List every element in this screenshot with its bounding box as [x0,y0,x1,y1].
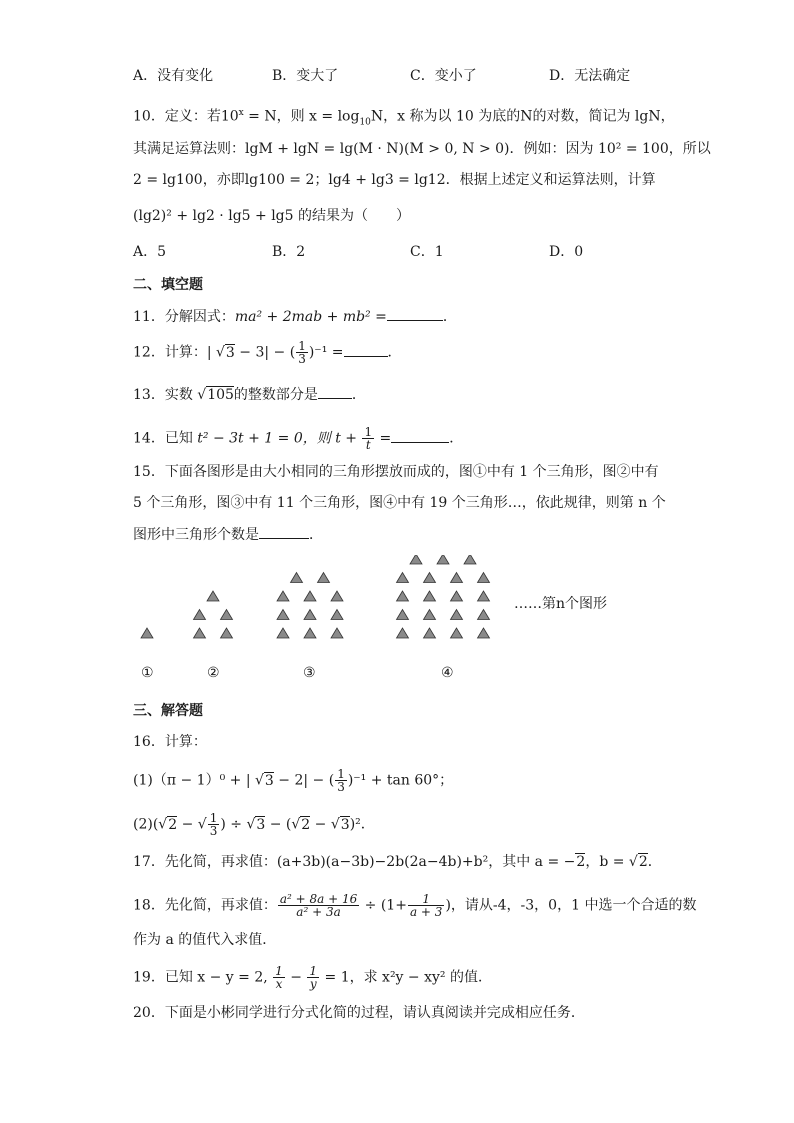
triangle-mark [424,610,436,620]
triangle-mark [451,628,463,638]
figure-label-3: ③ [303,665,316,681]
triangle-mark [331,591,343,601]
triangle-mark [397,573,409,583]
figure-label-2: ② [207,665,220,681]
q20: 20．下面是小彬同学进行分式化简的过程，请认真阅读并完成相应任务． [133,1005,585,1021]
triangle-mark [464,555,476,564]
q16-part-2: (2)(√2 − √ $\frac{1}{3}$ ) ÷ √3 − (√2 − √3)²． [133,811,375,838]
triangle-mark [397,610,409,620]
triangle-mark [478,573,490,583]
q10-line-2: 其满足运算法则：lgM + lgN = lg(M · N)(M > 0, N > 0)．例如：因为 10² = 100，所以 [133,141,711,157]
answer-blank [259,524,309,539]
triangle-mark [304,610,316,620]
q16-intro: 16．计算： [133,734,207,750]
triangle-mark [424,591,436,601]
q13: 13．实数 √105的整数部分是 ． [133,384,366,405]
q15-line-1: 15．下面各图形是由大小相同的三角形摆放而成的，图①中有 1 个三角形，图②中有 [133,464,659,480]
triangle-mark [478,628,490,638]
figure-label-4: ④ [441,665,454,681]
section-title-solutions: 三、解答题 [133,703,203,719]
triangle-mark [304,628,316,638]
q15-line-3: 图形中三角形个数是 ． [133,524,323,545]
answer-blank [344,342,388,357]
triangle-mark [221,610,233,620]
q9-option-a: A．没有变化 [133,68,214,84]
triangle-mark [277,628,289,638]
triangle-mark [424,628,436,638]
triangle-mark [194,628,206,638]
triangle-mark [451,573,463,583]
q10-option-a: A．5 [133,244,167,260]
triangle-mark [397,628,409,638]
q9-option-c: C．变小了 [410,68,477,84]
triangle-mark [277,591,289,601]
q9-option-b: B．变大了 [272,68,339,84]
q18-line-2: 作为 a 的值代入求值． [133,932,277,948]
q11: 11．分解因式：ma² + 2mab + mb² = ． [133,306,457,327]
q9-option-d: D．无法确定 [549,68,631,84]
q10-option-b: B．2 [272,244,306,260]
triangle-mark [437,555,449,564]
answer-blank [391,428,449,443]
triangle-pattern-figure [0,555,794,695]
figure-caption: ……第n个图形 [514,596,608,612]
triangle-mark [207,591,219,601]
q14: 14．已知 t² − 3t + 1 = 0，则 t + $\frac{1}{t}$ = ． [133,425,464,452]
q10-line-4: (lg2)² + lg2 · lg5 + lg5 的结果为（ ） [133,208,410,224]
triangle-mark [331,610,343,620]
triangle-mark [318,573,330,583]
q10-line-3: 2 = lg100，亦即lg100 = 2；lg4 + lg3 = lg12．根据上述定义和运算法则，计算 [133,172,656,188]
q10-option-d: D．0 [549,244,584,260]
triangle-mark [194,610,206,620]
section-title-fill-in: 二、填空题 [133,277,203,293]
q18-line-1: 18．先化简，再求值： $\frac{\text{a² + 8a + 16}}{\text{a² + 3a}}$ ÷ (1+ $\frac{1}{a + 3}$ )，请从-4，-3，0，1 中选一个合适的数 [133,892,697,919]
q16-part-1: (1)（π − 1）⁰ + | √3 − 2| − ( $\frac{1}{3}$ )⁻¹ + tan 60°； [133,767,454,794]
q10-option-c: C．1 [410,244,444,260]
triangle-mark [410,555,422,564]
q17: 17．先化简，再求值：(a+3b)(a−3b)−2b(2a−4b)+b²，其中 a = −2，b = √2． [133,854,662,870]
triangle-mark [221,628,233,638]
triangle-mark [424,573,436,583]
triangle-mark [304,591,316,601]
triangle-mark [331,628,343,638]
answer-blank [387,306,443,321]
q10-line-1: 10．定义：若$10^x = N$，则 $x = \log_{10}N$，x 称为以 10 为底的N的对数，简记为 lgN， [133,108,675,128]
triangle-mark [397,591,409,601]
triangle-mark [478,591,490,601]
triangle-mark [451,591,463,601]
triangle-mark [277,610,289,620]
answer-blank [318,384,352,399]
triangle-mark [451,610,463,620]
triangle-mark [291,573,303,583]
figure-label-1: ① [141,665,154,681]
q15-line-2: 5 个三角形，图③中有 11 个三角形，图④中有 19 个三角形…，依此规律，则第 n 个 [133,495,666,511]
q12: 12．计算：| √3 − 3| − ( $\frac{1}{3}$ )⁻¹ = ． [133,339,402,366]
triangle-mark [478,610,490,620]
triangle-mark [141,628,153,638]
q19: 19．已知 x − y = 2, $\frac{1}{x}$ − $\frac{1}{y}$ = 1，求 x²y − xy² 的值． [133,964,492,991]
